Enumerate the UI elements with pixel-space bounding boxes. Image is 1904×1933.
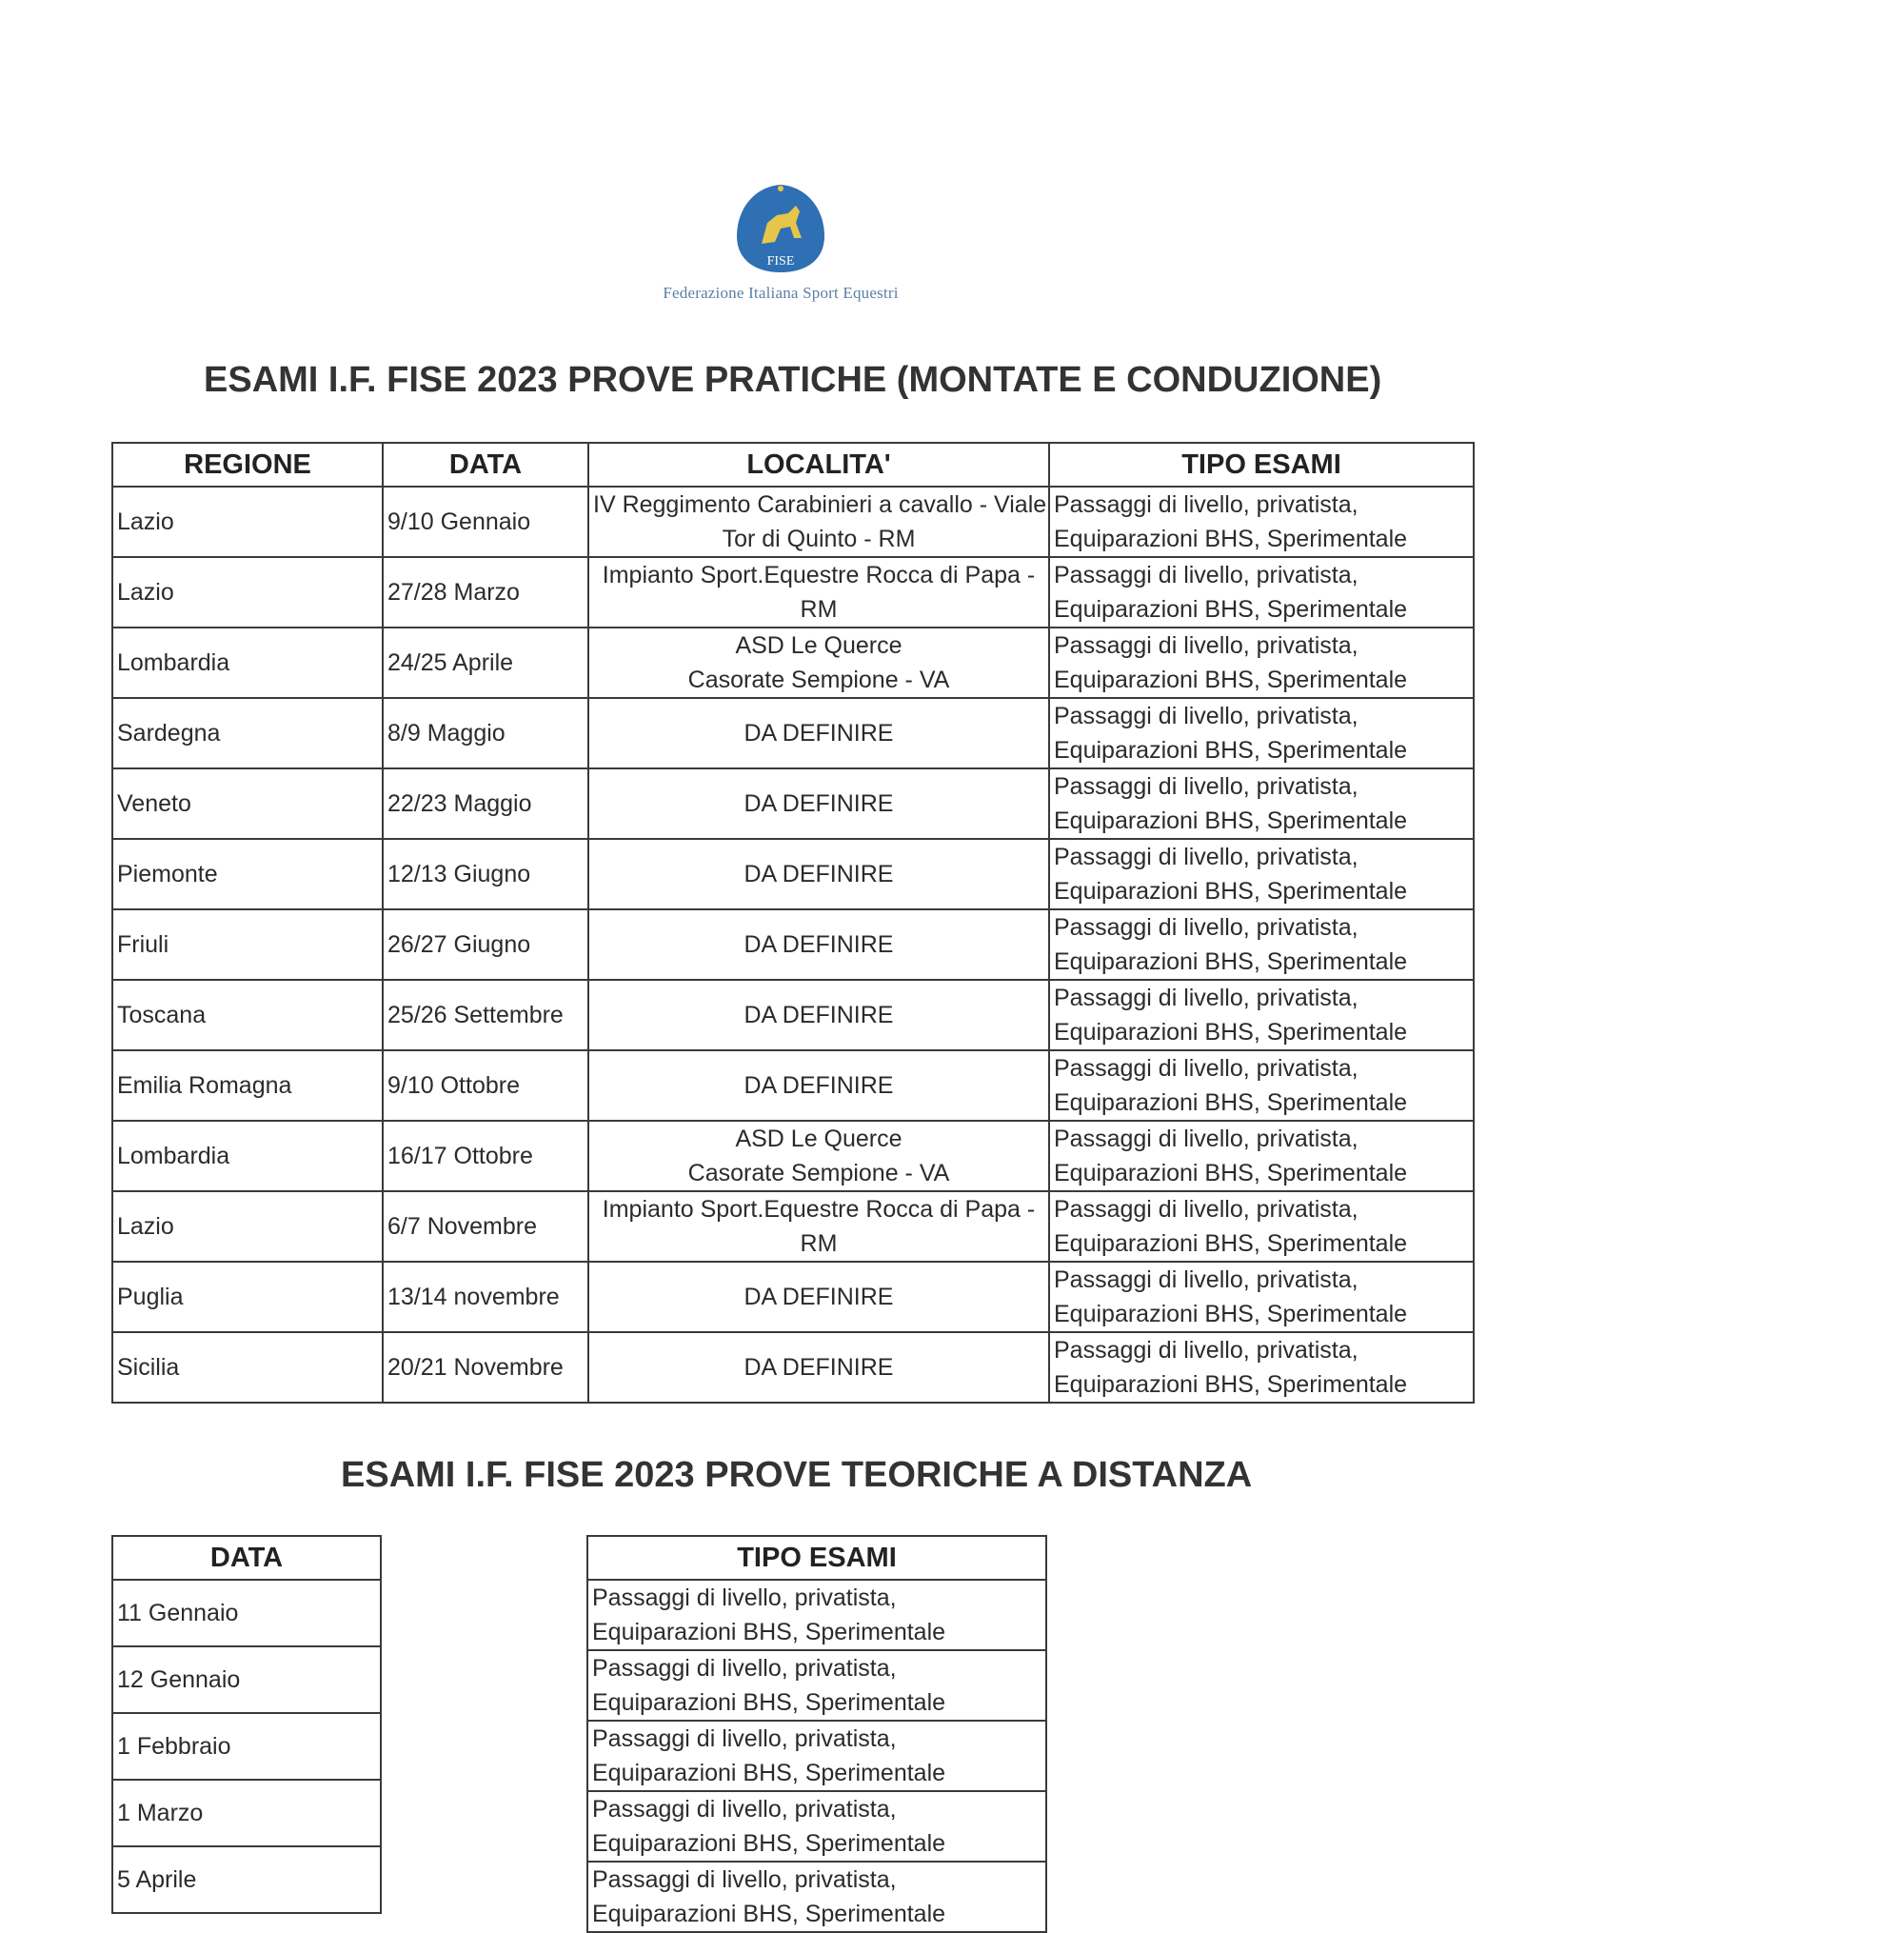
table-row — [112, 1646, 381, 1713]
cell-regione: Lazio — [112, 557, 383, 628]
cell-data: 8/9 Maggio — [383, 698, 588, 768]
cell-localita — [588, 839, 1049, 909]
cell-regione: Emilia Romagna — [112, 1050, 383, 1121]
tipo-line-1: Passaggi di livello, privatista, — [1054, 562, 1359, 588]
tipo-line-2: Equiparazioni BHS, Sperimentale — [1054, 1301, 1408, 1327]
tipo-line-1: Passaggi di livello, privatista, — [592, 1655, 897, 1682]
localita-line-2: RM — [800, 596, 838, 623]
tipo-line-2: Equiparazioni BHS, Sperimentale — [1054, 1089, 1408, 1116]
table-row — [112, 1050, 1474, 1121]
theory-dates-table — [111, 1535, 382, 1914]
table-row — [587, 1580, 1046, 1650]
cell-data: 25/26 Settembre — [383, 980, 588, 1050]
table-row — [587, 1862, 1046, 1932]
tipo-line-1: Passaggi di livello, privatista, — [1054, 844, 1359, 870]
tipo-line-2: Equiparazioni BHS, Sperimentale — [592, 1689, 946, 1716]
cell-localita — [588, 487, 1049, 557]
fise-logo — [628, 181, 933, 314]
tipo-line-2: Equiparazioni BHS, Sperimentale — [1054, 596, 1408, 623]
cell-tipo-esami — [587, 1580, 1046, 1650]
cell-data: 11 Gennaio — [112, 1580, 381, 1646]
cell-tipo-esami — [1049, 487, 1474, 557]
localita-line-1: ASD Le Querce — [735, 1126, 902, 1152]
cell-localita — [588, 1121, 1049, 1191]
practical-exams-table — [111, 442, 1475, 1404]
header-regione: REGIONE — [112, 443, 383, 487]
cell-localita — [588, 557, 1049, 628]
cell-tipo-esami — [587, 1721, 1046, 1791]
localita-line-1: DA DEFINIRE — [744, 1002, 894, 1028]
section1-title: ESAMI I.F. FISE 2023 PROVE PRATICHE (MONTATE E CONDUZIONE) — [204, 360, 1382, 400]
emblem-text: FISE — [766, 254, 795, 269]
localita-line-1: DA DEFINIRE — [744, 861, 894, 887]
header-localita: LOCALITA' — [588, 443, 1049, 487]
cell-tipo-esami — [1049, 768, 1474, 839]
cell-regione: Puglia — [112, 1262, 383, 1332]
cell-data: 12 Gennaio — [112, 1646, 381, 1713]
table-row — [112, 698, 1474, 768]
localita-line-2: Casorate Sempione - VA — [687, 1160, 950, 1186]
tipo-line-2: Equiparazioni BHS, Sperimentale — [1054, 807, 1408, 834]
tipo-line-2: Equiparazioni BHS, Sperimentale — [1054, 667, 1408, 693]
cell-regione: Lombardia — [112, 1121, 383, 1191]
tipo-line-1: Passaggi di livello, privatista, — [1054, 703, 1359, 729]
tipo-line-2: Equiparazioni BHS, Sperimentale — [1054, 737, 1408, 764]
cell-localita — [588, 1191, 1049, 1262]
tipo-line-2: Equiparazioni BHS, Sperimentale — [1054, 526, 1408, 552]
localita-line-1: Impianto Sport.Equestre Rocca di Papa - — [602, 562, 1036, 588]
localita-line-2: RM — [800, 1230, 838, 1257]
localita-line-1: DA DEFINIRE — [744, 1284, 894, 1310]
tipo-line-1: Passaggi di livello, privatista, — [1054, 491, 1359, 518]
cell-data: 1 Febbraio — [112, 1713, 381, 1780]
header-data: DATA — [383, 443, 588, 487]
cell-data: 26/27 Giugno — [383, 909, 588, 980]
tipo-line-2: Equiparazioni BHS, Sperimentale — [1054, 1160, 1408, 1186]
localita-line-1: IV Reggimento Carabinieri a cavallo - Viale — [593, 491, 1047, 518]
cell-tipo-esami — [587, 1862, 1046, 1932]
section2-title: ESAMI I.F. FISE 2023 PROVE TEORICHE A DISTANZA — [341, 1455, 1253, 1495]
cell-regione: Sardegna — [112, 698, 383, 768]
cell-data: 9/10 Gennaio — [383, 487, 588, 557]
cell-data: 1 Marzo — [112, 1780, 381, 1846]
tipo-line-2: Equiparazioni BHS, Sperimentale — [1054, 1019, 1408, 1046]
table-row — [112, 1262, 1474, 1332]
cell-localita — [588, 909, 1049, 980]
cell-tipo-esami — [1049, 1050, 1474, 1121]
tipo-line-1: Passaggi di livello, privatista, — [592, 1796, 897, 1823]
cell-regione: Sicilia — [112, 1332, 383, 1403]
table-row — [587, 1791, 1046, 1862]
cell-tipo-esami — [1049, 839, 1474, 909]
table-row — [112, 980, 1474, 1050]
cell-localita — [588, 980, 1049, 1050]
tipo-line-2: Equiparazioni BHS, Sperimentale — [592, 1830, 946, 1857]
cell-data: 12/13 Giugno — [383, 839, 588, 909]
table-header-row — [587, 1536, 1046, 1580]
cell-tipo-esami — [1049, 628, 1474, 698]
cell-tipo-esami — [1049, 909, 1474, 980]
localita-line-1: Impianto Sport.Equestre Rocca di Papa - — [602, 1196, 1036, 1223]
cell-localita — [588, 628, 1049, 698]
localita-line-1: DA DEFINIRE — [744, 1072, 894, 1099]
cell-localita — [588, 768, 1049, 839]
localita-line-1: DA DEFINIRE — [744, 931, 894, 958]
tipo-line-1: Passaggi di livello, privatista, — [1054, 1126, 1359, 1152]
cell-regione: Lazio — [112, 1191, 383, 1262]
cell-data: 22/23 Maggio — [383, 768, 588, 839]
table-row — [112, 909, 1474, 980]
tipo-line-1: Passaggi di livello, privatista, — [592, 1584, 897, 1611]
cell-tipo-esami — [1049, 1191, 1474, 1262]
table-row — [112, 557, 1474, 628]
tipo-line-1: Passaggi di livello, privatista, — [592, 1725, 897, 1752]
table-header-row — [112, 1536, 381, 1580]
table-row — [112, 1121, 1474, 1191]
tipo-line-2: Equiparazioni BHS, Sperimentale — [1054, 948, 1408, 975]
tipo-line-1: Passaggi di livello, privatista, — [1054, 1266, 1359, 1293]
table-row — [112, 768, 1474, 839]
tipo-line-2: Equiparazioni BHS, Sperimentale — [1054, 1371, 1408, 1398]
header-data: DATA — [112, 1536, 381, 1580]
cell-regione: Lombardia — [112, 628, 383, 698]
tipo-line-1: Passaggi di livello, privatista, — [592, 1866, 897, 1893]
header-tipo-esami: TIPO ESAMI — [1049, 443, 1474, 487]
cell-tipo-esami — [1049, 1332, 1474, 1403]
localita-line-1: DA DEFINIRE — [744, 720, 894, 747]
tipo-line-1: Passaggi di livello, privatista, — [1054, 914, 1359, 941]
table-header-row — [112, 443, 1474, 487]
cell-tipo-esami — [587, 1791, 1046, 1862]
tipo-line-1: Passaggi di livello, privatista, — [1054, 985, 1359, 1011]
cell-regione: Piemonte — [112, 839, 383, 909]
cell-data: 9/10 Ottobre — [383, 1050, 588, 1121]
tipo-line-2: Equiparazioni BHS, Sperimentale — [592, 1760, 946, 1786]
theory-types-table — [586, 1535, 1047, 1933]
table-row — [587, 1721, 1046, 1791]
tipo-line-1: Passaggi di livello, privatista, — [1054, 632, 1359, 659]
cell-tipo-esami — [1049, 698, 1474, 768]
tipo-line-1: Passaggi di livello, privatista, — [1054, 1196, 1359, 1223]
localita-line-2: Tor di Quinto - RM — [722, 526, 916, 552]
localita-line-1: DA DEFINIRE — [744, 790, 894, 817]
localita-line-2: Casorate Sempione - VA — [687, 667, 950, 693]
tipo-line-1: Passaggi di livello, privatista, — [1054, 1055, 1359, 1082]
tipo-line-2: Equiparazioni BHS, Sperimentale — [592, 1619, 946, 1645]
cell-localita — [588, 1332, 1049, 1403]
cell-data: 6/7 Novembre — [383, 1191, 588, 1262]
cell-localita — [588, 698, 1049, 768]
table-row — [587, 1650, 1046, 1721]
tipo-line-2: Equiparazioni BHS, Sperimentale — [592, 1901, 946, 1927]
cell-tipo-esami — [1049, 557, 1474, 628]
cell-tipo-esami — [587, 1650, 1046, 1721]
logo-caption: Federazione Italiana Sport Equestri — [663, 284, 899, 302]
cell-data: 5 Aprile — [112, 1846, 381, 1913]
cell-regione: Friuli — [112, 909, 383, 980]
tipo-line-2: Equiparazioni BHS, Sperimentale — [1054, 878, 1408, 905]
cell-localita — [588, 1050, 1049, 1121]
table-row — [112, 839, 1474, 909]
cell-tipo-esami — [1049, 1262, 1474, 1332]
cell-data: 13/14 novembre — [383, 1262, 588, 1332]
cell-data: 20/21 Novembre — [383, 1332, 588, 1403]
cell-tipo-esami — [1049, 980, 1474, 1050]
tipo-line-1: Passaggi di livello, privatista, — [1054, 1337, 1359, 1364]
table-row — [112, 1780, 381, 1846]
localita-line-1: DA DEFINIRE — [744, 1354, 894, 1381]
table-row — [112, 1191, 1474, 1262]
cell-regione: Lazio — [112, 487, 383, 557]
tipo-line-2: Equiparazioni BHS, Sperimentale — [1054, 1230, 1408, 1257]
localita-line-1: ASD Le Querce — [735, 632, 902, 659]
cell-regione: Veneto — [112, 768, 383, 839]
table-row — [112, 1580, 381, 1646]
table-row — [112, 1332, 1474, 1403]
cell-data: 27/28 Marzo — [383, 557, 588, 628]
fise-emblem-icon — [733, 181, 828, 276]
header-tipo-esami: TIPO ESAMI — [587, 1536, 1046, 1580]
table-row — [112, 1846, 381, 1913]
cell-data: 16/17 Ottobre — [383, 1121, 588, 1191]
table-row — [112, 1713, 381, 1780]
tipo-line-1: Passaggi di livello, privatista, — [1054, 773, 1359, 800]
cell-regione: Toscana — [112, 980, 383, 1050]
cell-data: 24/25 Aprile — [383, 628, 588, 698]
table-row — [112, 628, 1474, 698]
cell-tipo-esami — [1049, 1121, 1474, 1191]
cell-localita — [588, 1262, 1049, 1332]
table-row — [112, 487, 1474, 557]
